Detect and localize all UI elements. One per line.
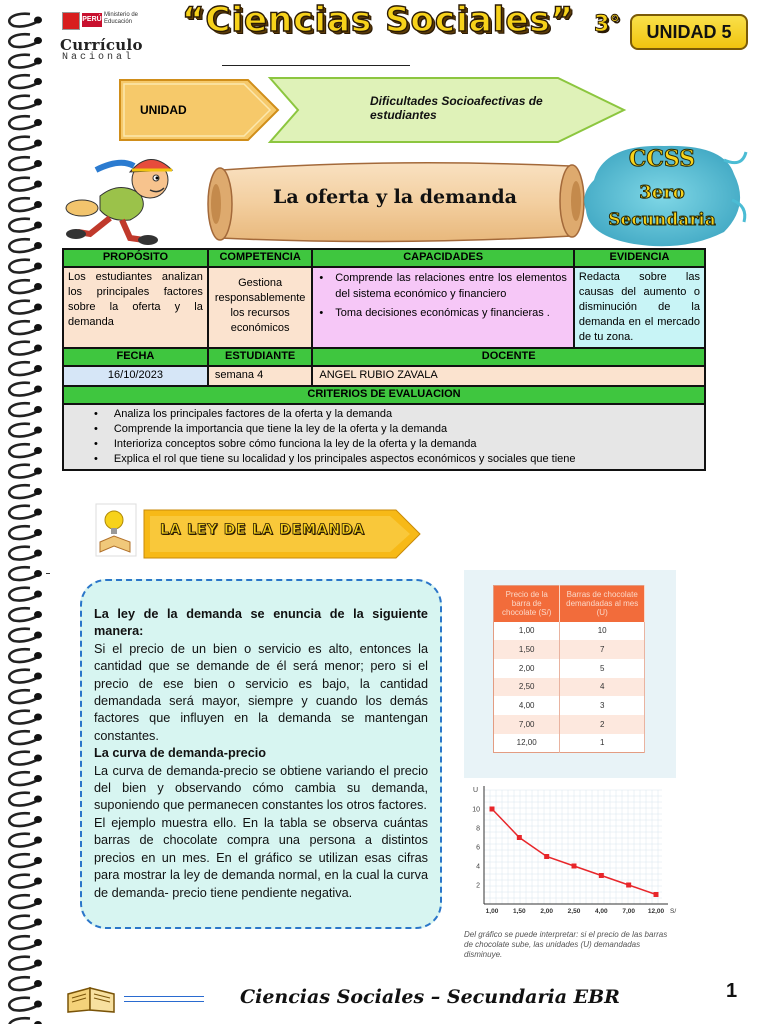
fecha-cell: 16/10/2023 bbox=[63, 366, 208, 386]
unidad-label: UNIDAD bbox=[140, 103, 187, 117]
spiral-hole bbox=[34, 632, 42, 639]
docente-cell: ANGEL RUBIO ZAVALA bbox=[312, 366, 705, 386]
ministerio-label: Ministerio de Educación bbox=[104, 12, 139, 25]
peru-flag-icon bbox=[62, 12, 80, 30]
price-cell: 2,00 bbox=[494, 659, 560, 678]
competencia-cell: Gestiona responsablemente los recursos económicos bbox=[208, 267, 313, 348]
x-tick-label: 7,00 bbox=[622, 908, 635, 915]
spiral-hole bbox=[34, 878, 42, 885]
spiral-hole bbox=[34, 222, 42, 229]
spiral-hole bbox=[34, 734, 42, 741]
spiral-hole bbox=[34, 181, 42, 188]
quantity-cell: 5 bbox=[560, 659, 645, 678]
spiral-hole bbox=[34, 386, 42, 393]
capacidad-item: • Comprende las relaciones entre los elementos del sistema económico y financiero bbox=[319, 272, 567, 300]
footer-title: Ciencias Sociales – Secundaria EBR bbox=[240, 986, 620, 1008]
x-tick-label: 12,00 bbox=[647, 908, 665, 915]
capacidad-item: • Toma decisiones económicas y financieras . bbox=[319, 307, 550, 319]
header-estudiante: ESTUDIANTE bbox=[208, 348, 313, 366]
demand-point bbox=[654, 892, 659, 897]
price-table-row bbox=[494, 659, 645, 678]
x-tick-label: 1,00 bbox=[485, 908, 499, 915]
x-tick-label: 4,00 bbox=[595, 908, 608, 915]
spiral-hole bbox=[34, 242, 42, 249]
spiral-hole bbox=[34, 345, 42, 352]
spiral-hole bbox=[34, 160, 42, 167]
spiral-hole bbox=[34, 58, 42, 65]
book-icon bbox=[64, 984, 118, 1014]
spiral-hole bbox=[34, 365, 42, 372]
curva-paragraph: La curva de demanda-precio se obtiene variando el precio del bien y observando cómo cambia su demanda, suponiendo que permanecen constantes los otros factores. bbox=[94, 763, 428, 813]
spiral-hole bbox=[34, 37, 42, 44]
spiral-hole bbox=[34, 816, 42, 823]
estudiante-cell: semana 4 bbox=[208, 366, 313, 386]
header-criterios: CRITERIOS DE EVALUACION bbox=[63, 386, 705, 404]
spiral-hole bbox=[34, 99, 42, 106]
spiral-hole bbox=[34, 406, 42, 413]
peru-label: PERÚ bbox=[82, 13, 102, 27]
x-axis-label: S/ bbox=[670, 908, 677, 915]
criterio-item: • Explica el rol que tiene su localidad y los principales aspectos económicos y sociales que tiene bbox=[94, 452, 694, 467]
criterio-item: • Interioriza conceptos sobre cómo funciona la ley de la oferta y la demanda bbox=[94, 437, 694, 452]
header-competencia: COMPETENCIA bbox=[208, 249, 313, 267]
price-table-row bbox=[494, 715, 645, 734]
spiral-hole bbox=[34, 837, 42, 844]
header-fecha: FECHA bbox=[63, 348, 208, 366]
session-info-table bbox=[62, 248, 706, 471]
evidencia-cell: Redacta sobre las causas del aumento o disminución de la demanda en el mercado de tu zona. bbox=[574, 267, 705, 348]
price-cell: 1,00 bbox=[494, 622, 560, 641]
criterios-cell bbox=[63, 404, 705, 470]
y-tick-label: 10 bbox=[472, 806, 480, 814]
demand-point bbox=[490, 807, 495, 812]
spiral-hole bbox=[34, 1001, 42, 1008]
explanation-text bbox=[94, 606, 428, 902]
price-table-row bbox=[494, 734, 645, 753]
footer-line bbox=[124, 1001, 204, 1002]
ejemplo-paragraph: El ejemplo muestra ello. En la tabla se observa cuántas barras de chocolate compra una persona a distintos precios en un mes. En el gráfico se utilizan esas cifras para mostrar la ley de demanda normal, en la cual la curva de demanda- precio tiene pendiente negativa. bbox=[94, 815, 428, 900]
title-underline bbox=[222, 65, 410, 66]
quantity-cell: 10 bbox=[560, 622, 645, 641]
spiral-hole bbox=[34, 550, 42, 557]
criterio-item: • Comprende la importancia que tiene la ley de la oferta y la demanda bbox=[94, 422, 694, 437]
spiral-hole bbox=[34, 140, 42, 147]
spiral-hole bbox=[34, 673, 42, 680]
student-character-illustration bbox=[60, 150, 200, 246]
spiral-hole bbox=[34, 857, 42, 864]
spiral-hole bbox=[34, 447, 42, 454]
spiral-hole bbox=[34, 427, 42, 434]
footer-line bbox=[124, 996, 204, 997]
spiral-hole bbox=[34, 960, 42, 967]
spiral-hole bbox=[34, 693, 42, 700]
grade-label: 3ero bbox=[639, 182, 685, 203]
unidad-title: Dificultades Socioafectivas de estudiantes bbox=[370, 94, 543, 122]
x-tick-label: 2,00 bbox=[540, 908, 553, 915]
spiral-hole bbox=[34, 652, 42, 659]
x-tick-label: 1,50 bbox=[513, 908, 526, 915]
spiral-hole bbox=[34, 78, 42, 85]
ley-paragraph: Si el precio de un bien o servicio es alto, entonces la cantidad que se demande de él será menor; pero si el precio de ese bien o servicio es bajo, la cantidad demandada será mayor, siempre y cuando los demás factores que influyen en la demanda se mantengan constantes. bbox=[94, 641, 428, 743]
spiral-hole bbox=[34, 714, 42, 721]
spiral-hole bbox=[34, 304, 42, 311]
proposito-cell: Los estudiantes analizan los principales factores sobre la oferta y la demanda bbox=[63, 267, 208, 348]
spiral-hole bbox=[34, 611, 42, 618]
demand-point bbox=[517, 835, 522, 840]
spiral-hole bbox=[34, 509, 42, 516]
price-table-row bbox=[494, 678, 645, 697]
curva-heading: La curva de demanda-precio bbox=[94, 746, 267, 761]
topic-title: La oferta y la demanda bbox=[273, 186, 517, 208]
quantity-cell: 4 bbox=[560, 678, 645, 697]
spiral-hole bbox=[34, 529, 42, 536]
unidad-badge: UNIDAD 5 bbox=[630, 14, 748, 50]
spiral-hole bbox=[34, 775, 42, 782]
spiral-hole bbox=[34, 570, 42, 577]
grade-badge: 3° bbox=[594, 12, 621, 37]
demand-point bbox=[599, 873, 604, 878]
level-label: Secundaria bbox=[608, 210, 716, 230]
spiral-hole bbox=[34, 796, 42, 803]
spiral-hole bbox=[34, 919, 42, 926]
spiral-hole bbox=[34, 755, 42, 762]
curriculo-label: Currículo bbox=[60, 36, 143, 54]
price-table-row bbox=[494, 696, 645, 715]
x-tick-label: 2,50 bbox=[567, 908, 581, 915]
quantity-cell: 1 bbox=[560, 734, 645, 753]
quantity-cell: 3 bbox=[560, 696, 645, 715]
page-number: 1 bbox=[726, 980, 738, 1002]
price-cell: 4,00 bbox=[494, 696, 560, 715]
price-cell: 7,00 bbox=[494, 715, 560, 734]
spiral-hole bbox=[34, 898, 42, 905]
spiral-hole bbox=[34, 263, 42, 270]
price-cell: 1,50 bbox=[494, 640, 560, 659]
spiral-hole bbox=[34, 591, 42, 598]
demand-point bbox=[572, 864, 577, 869]
demand-point bbox=[626, 883, 631, 888]
spiral-hole bbox=[34, 324, 42, 331]
capacidades-cell bbox=[312, 267, 574, 348]
demand-point bbox=[544, 854, 549, 859]
price-column-header: Precio de la barra de chocolate (S/) bbox=[494, 586, 560, 622]
spiral-hole bbox=[34, 468, 42, 475]
criterio-item: • Analiza los principales factores de la oferta y la demanda bbox=[94, 407, 694, 422]
y-axis-label: U bbox=[472, 787, 478, 794]
header-proposito: PROPÓSITO bbox=[63, 249, 208, 267]
price-cell: 2,50 bbox=[494, 678, 560, 697]
spiral-binding bbox=[0, 0, 48, 1024]
quantity-cell: 2 bbox=[560, 715, 645, 734]
y-tick-label: 6 bbox=[476, 844, 480, 852]
y-tick-label: 2 bbox=[476, 882, 480, 890]
spiral-hole bbox=[34, 201, 42, 208]
header-docente: DOCENTE bbox=[312, 348, 705, 366]
section-banner-label: LA LEY DE LA DEMANDA bbox=[160, 522, 365, 538]
page-title: “Ciencias Sociales” bbox=[182, 0, 574, 40]
chart-caption: Del gráfico se puede interpretar: si el precio de las barras de chocolate sube, las unidades (U) demandadas disminuye. bbox=[464, 930, 668, 959]
y-tick-label: 4 bbox=[476, 863, 480, 871]
quantity-cell: 7 bbox=[560, 640, 645, 659]
nacional-label: Nacional bbox=[62, 52, 135, 63]
margin-mark bbox=[46, 573, 50, 574]
price-table-row bbox=[494, 622, 645, 641]
price-demand-table bbox=[493, 585, 645, 753]
spiral-hole bbox=[34, 119, 42, 126]
price-cell: 12,00 bbox=[494, 734, 560, 753]
spiral-hole bbox=[34, 283, 42, 290]
header-capacidades: CAPACIDADES bbox=[312, 249, 574, 267]
ley-heading: La ley de la demanda se enuncia de la siguiente manera: bbox=[94, 607, 428, 639]
ccss-badge bbox=[574, 140, 750, 252]
price-table-row bbox=[494, 640, 645, 659]
demand-column-header: Barras de chocolate demandadas al mes (U) bbox=[560, 586, 645, 622]
ccss-label: CCSS bbox=[628, 146, 696, 172]
spiral-hole bbox=[34, 488, 42, 495]
spiral-hole bbox=[34, 980, 42, 987]
spiral-hole bbox=[34, 939, 42, 946]
demand-curve-chart bbox=[462, 782, 677, 924]
spiral-hole bbox=[34, 17, 42, 24]
y-tick-label: 8 bbox=[476, 825, 480, 833]
header-evidencia: EVIDENCIA bbox=[574, 249, 705, 267]
